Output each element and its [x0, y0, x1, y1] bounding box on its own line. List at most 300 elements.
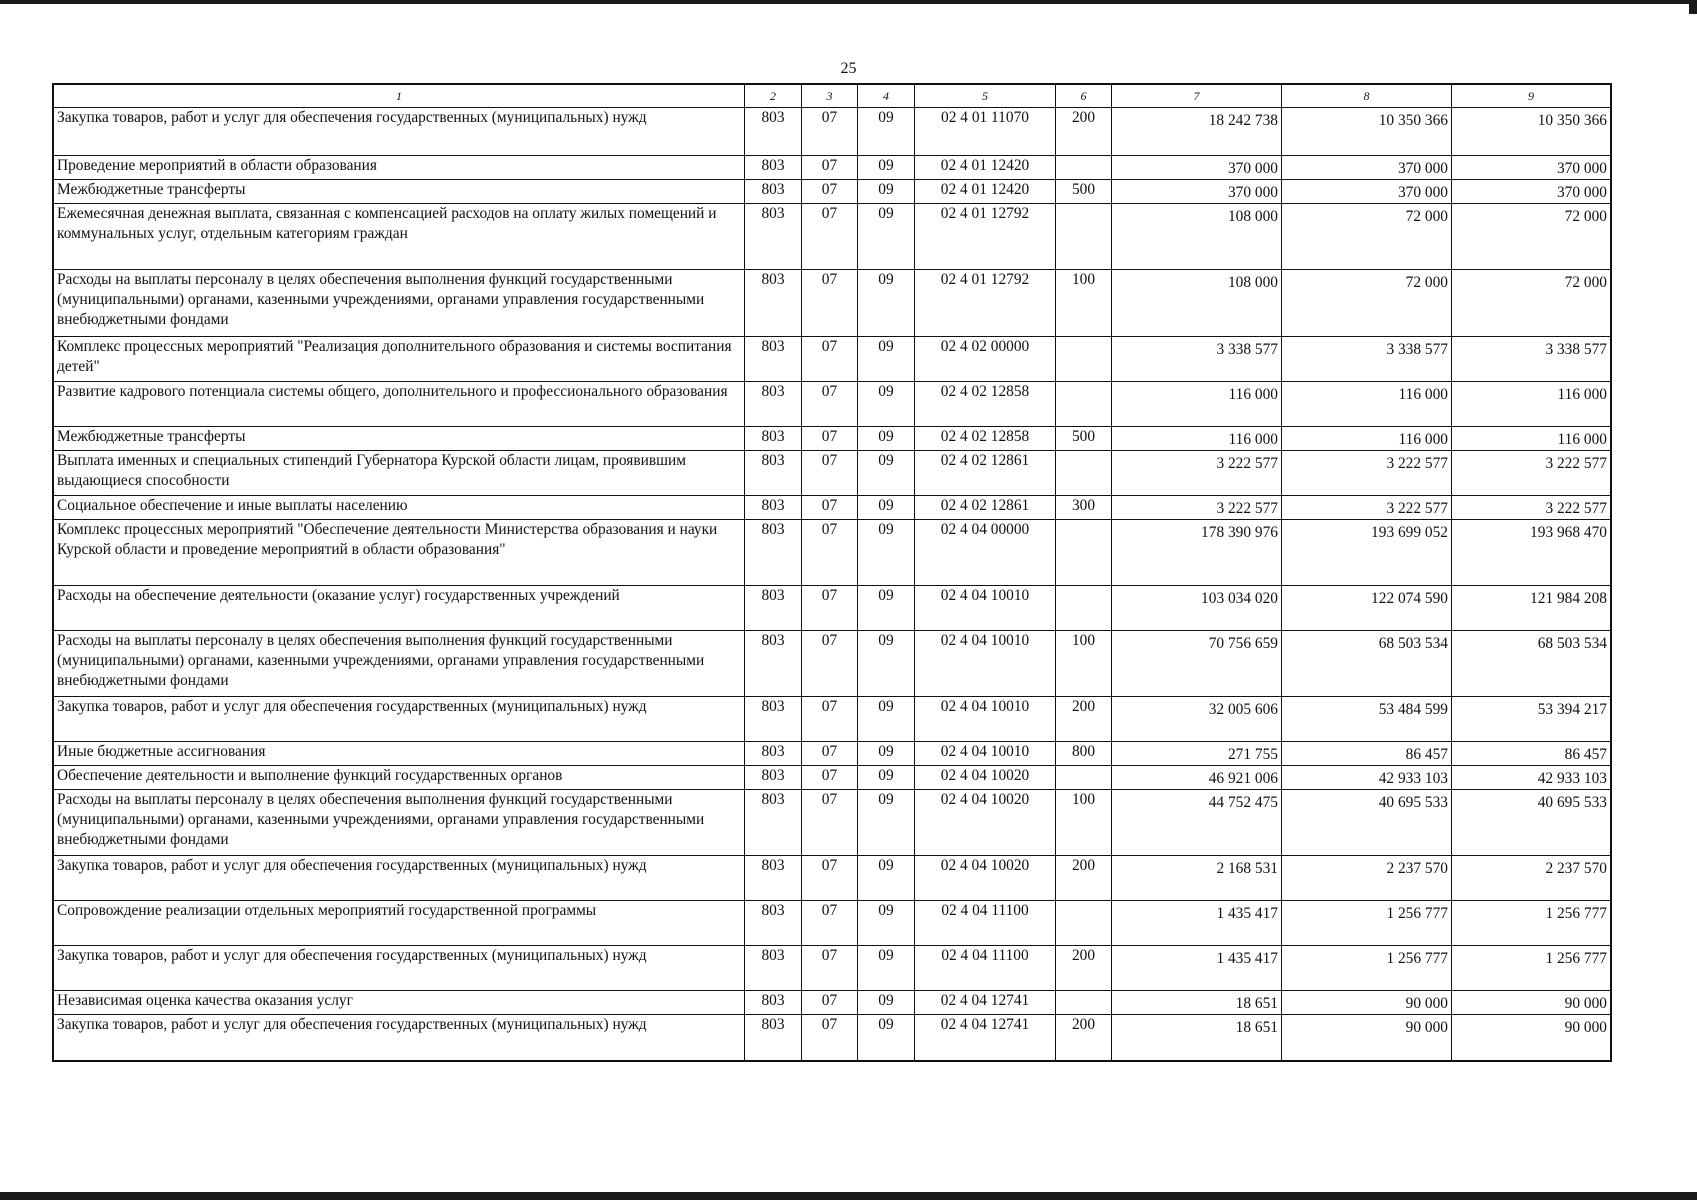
- row-ministry-code: 803: [745, 180, 802, 204]
- budget-table: [53, 84, 1611, 1061]
- col-header-1: 1: [54, 85, 745, 108]
- row-target-article: 02 4 02 12858: [915, 427, 1056, 451]
- table-row: [54, 108, 1611, 156]
- row-amount-year-3: [1452, 790, 1611, 856]
- row-subsection-code: 09: [858, 631, 915, 697]
- row-expense-type: [1056, 451, 1112, 496]
- row-name: Закупка товаров, работ и услуг для обеспечения государственных (муниципальных) нужд: [54, 697, 745, 742]
- row-section-code: 07: [802, 946, 858, 991]
- row-section-code: 07: [802, 204, 858, 270]
- row-amount-year-1: [1112, 108, 1282, 156]
- row-subsection-code: 09: [858, 790, 915, 856]
- row-amount-year-2-value: 116 000: [1398, 386, 1448, 403]
- table-row: [54, 856, 1611, 901]
- row-amount-year-2: [1282, 451, 1452, 496]
- row-amount-year-1-value: 271 755: [1227, 746, 1278, 763]
- row-section-code: 07: [802, 520, 858, 586]
- row-amount-year-1-value: 18 651: [1235, 1019, 1278, 1036]
- row-amount-year-1-value: 1 435 417: [1216, 905, 1278, 922]
- row-name: Закупка товаров, работ и услуг для обеспечения государственных (муниципальных) нужд: [54, 1015, 745, 1061]
- row-amount-year-3-value: 121 984 208: [1530, 590, 1607, 607]
- row-amount-year-3-value: 3 338 577: [1545, 341, 1607, 358]
- col-header-6: 6: [1056, 85, 1112, 108]
- row-amount-year-2-value: 90 000: [1405, 995, 1448, 1012]
- row-amount-year-1: [1112, 451, 1282, 496]
- row-amount-year-3: [1452, 496, 1611, 520]
- row-ministry-code: 803: [745, 496, 802, 520]
- row-amount-year-3: [1452, 427, 1611, 451]
- budget-table-body: [54, 85, 1611, 1061]
- row-amount-year-1: [1112, 991, 1282, 1015]
- row-amount-year-2-value: 72 000: [1405, 274, 1448, 291]
- row-amount-year-3-value: 40 695 533: [1537, 794, 1607, 811]
- row-name: Расходы на выплаты персоналу в целях обеспечения выполнения функций государственными (муниципальными) органами, казенными учреждениями, органами управления государственными внебюджетными фондами: [54, 270, 745, 337]
- row-section-code: 07: [802, 156, 858, 180]
- row-target-article: 02 4 01 12792: [915, 270, 1056, 337]
- col-header-7: 7: [1112, 85, 1282, 108]
- row-section-code: 07: [802, 991, 858, 1015]
- row-amount-year-2: [1282, 856, 1452, 901]
- row-amount-year-2-value: 3 222 577: [1386, 500, 1448, 517]
- row-target-article: 02 4 04 12741: [915, 991, 1056, 1015]
- row-amount-year-3-value: 2 237 570: [1545, 860, 1607, 877]
- row-amount-year-3-value: 116 000: [1557, 431, 1607, 448]
- table-row: [54, 156, 1611, 180]
- row-expense-type: [1056, 766, 1112, 790]
- row-name: Выплата именных и специальных стипендий Губернатора Курской области лицам, проявившим выдающиеся способности: [54, 451, 745, 496]
- row-amount-year-3-value: 90 000: [1564, 1019, 1607, 1036]
- table-row: [54, 697, 1611, 742]
- row-ministry-code: 803: [745, 901, 802, 946]
- row-amount-year-1-value: 18 651: [1235, 995, 1278, 1012]
- row-amount-year-3-value: 370 000: [1556, 184, 1607, 201]
- row-name: Межбюджетные трансферты: [54, 427, 745, 451]
- row-section-code: 07: [802, 496, 858, 520]
- table-row: [54, 631, 1611, 697]
- row-name: Расходы на выплаты персоналу в целях обеспечения выполнения функций государственными (муниципальными) органами, казенными учреждениями, органами управления государственными внебюджетными фондами: [54, 790, 745, 856]
- row-section-code: 07: [802, 856, 858, 901]
- row-subsection-code: 09: [858, 520, 915, 586]
- row-amount-year-1-value: 46 921 006: [1208, 770, 1278, 787]
- row-section-code: 07: [802, 180, 858, 204]
- row-expense-type: 200: [1056, 946, 1112, 991]
- row-expense-type: 200: [1056, 108, 1112, 156]
- row-amount-year-1: [1112, 427, 1282, 451]
- row-section-code: 07: [802, 270, 858, 337]
- row-amount-year-1-value: 116 000: [1228, 386, 1278, 403]
- row-subsection-code: 09: [858, 901, 915, 946]
- row-name: Сопровождение реализации отдельных мероприятий государственной программы: [54, 901, 745, 946]
- row-name: Комплекс процессных мероприятий "Реализация дополнительного образования и системы воспитания детей": [54, 337, 745, 382]
- row-amount-year-1-value: 3 338 577: [1216, 341, 1278, 358]
- row-amount-year-2-value: 370 000: [1397, 160, 1448, 177]
- row-subsection-code: 09: [858, 496, 915, 520]
- table-row: [54, 766, 1611, 790]
- row-amount-year-3-value: 86 457: [1564, 746, 1607, 763]
- column-number-header: [54, 85, 1611, 108]
- row-amount-year-3-value: 53 394 217: [1537, 701, 1607, 718]
- row-amount-year-1-value: 116 000: [1228, 431, 1278, 448]
- row-expense-type: [1056, 520, 1112, 586]
- row-expense-type: 200: [1056, 697, 1112, 742]
- row-target-article: 02 4 04 11100: [915, 901, 1056, 946]
- row-subsection-code: 09: [858, 270, 915, 337]
- row-amount-year-3-value: 72 000: [1564, 208, 1607, 225]
- col-header-2: 2: [745, 85, 802, 108]
- row-target-article: 02 4 04 10010: [915, 697, 1056, 742]
- row-amount-year-1: [1112, 520, 1282, 586]
- row-amount-year-2-value: 116 000: [1398, 431, 1448, 448]
- col-header-9: 9: [1452, 85, 1611, 108]
- row-name: Ежемесячная денежная выплата, связанная с компенсацией расходов на оплату жилых помещений и коммунальных услуг, отдельным категориям граждан: [54, 204, 745, 270]
- row-target-article: 02 4 01 12420: [915, 156, 1056, 180]
- row-amount-year-1: [1112, 1015, 1282, 1061]
- row-target-article: 02 4 04 10010: [915, 742, 1056, 766]
- col-header-3: 3: [802, 85, 858, 108]
- row-amount-year-2: [1282, 991, 1452, 1015]
- row-expense-type: [1056, 901, 1112, 946]
- table-row: [54, 180, 1611, 204]
- row-ministry-code: 803: [745, 270, 802, 337]
- row-ministry-code: 803: [745, 991, 802, 1015]
- row-subsection-code: 09: [858, 946, 915, 991]
- row-target-article: 02 4 01 12420: [915, 180, 1056, 204]
- row-amount-year-3-value: 72 000: [1564, 274, 1607, 291]
- row-target-article: 02 4 04 10020: [915, 766, 1056, 790]
- row-name: Расходы на выплаты персоналу в целях обеспечения выполнения функций государственными (муниципальными) органами, казенными учреждениями, органами управления государственными внебюджетными фондами: [54, 631, 745, 697]
- row-target-article: 02 4 02 12861: [915, 496, 1056, 520]
- row-amount-year-3: [1452, 180, 1611, 204]
- row-subsection-code: 09: [858, 697, 915, 742]
- row-subsection-code: 09: [858, 991, 915, 1015]
- row-subsection-code: 09: [858, 586, 915, 631]
- row-ministry-code: 803: [745, 204, 802, 270]
- row-section-code: 07: [802, 901, 858, 946]
- row-amount-year-1-value: 370 000: [1227, 160, 1278, 177]
- row-amount-year-3: [1452, 631, 1611, 697]
- row-expense-type: 500: [1056, 427, 1112, 451]
- row-amount-year-3: [1452, 270, 1611, 337]
- row-amount-year-2-value: 10 350 366: [1378, 112, 1448, 129]
- row-subsection-code: 09: [858, 156, 915, 180]
- row-name: Комплекс процессных мероприятий "Обеспечение деятельности Министерства образования и науки Курской области и проведение мероприятий в области образования": [54, 520, 745, 586]
- row-amount-year-1-value: 18 242 738: [1208, 112, 1278, 129]
- row-amount-year-1: [1112, 204, 1282, 270]
- row-subsection-code: 09: [858, 108, 915, 156]
- row-amount-year-3-value: 116 000: [1557, 386, 1607, 403]
- col-header-4: 4: [858, 85, 915, 108]
- row-subsection-code: 09: [858, 742, 915, 766]
- row-amount-year-2: [1282, 496, 1452, 520]
- row-target-article: 02 4 04 11100: [915, 946, 1056, 991]
- table-row: [54, 901, 1611, 946]
- row-amount-year-3: [1452, 108, 1611, 156]
- row-amount-year-1-value: 1 435 417: [1216, 950, 1278, 967]
- row-expense-type: 100: [1056, 270, 1112, 337]
- row-ministry-code: 803: [745, 451, 802, 496]
- row-name: Закупка товаров, работ и услуг для обеспечения государственных (муниципальных) нужд: [54, 856, 745, 901]
- row-amount-year-2-value: 90 000: [1405, 1019, 1448, 1036]
- page-number: 25: [840, 60, 857, 77]
- row-amount-year-2: [1282, 946, 1452, 991]
- row-expense-type: 200: [1056, 1015, 1112, 1061]
- row-amount-year-2: [1282, 337, 1452, 382]
- row-name: Независимая оценка качества оказания услуг: [54, 991, 745, 1015]
- row-name: Закупка товаров, работ и услуг для обеспечения государственных (муниципальных) нужд: [54, 108, 745, 156]
- row-subsection-code: 09: [858, 451, 915, 496]
- row-name: Социальное обеспечение и иные выплаты населению: [54, 496, 745, 520]
- row-amount-year-2-value: 122 074 590: [1371, 590, 1448, 607]
- row-amount-year-1-value: 108 000: [1227, 208, 1278, 225]
- row-amount-year-3-value: 3 222 577: [1545, 455, 1607, 472]
- row-name: Расходы на обеспечение деятельности (оказание услуг) государственных учреждений: [54, 586, 745, 631]
- row-amount-year-1-value: 2 168 531: [1216, 860, 1278, 877]
- table-row: [54, 520, 1611, 586]
- row-amount-year-1: [1112, 742, 1282, 766]
- row-amount-year-2-value: 193 699 052: [1371, 524, 1448, 541]
- row-amount-year-2-value: 53 484 599: [1378, 701, 1448, 718]
- row-amount-year-1: [1112, 382, 1282, 427]
- row-amount-year-2: [1282, 790, 1452, 856]
- row-amount-year-3: [1452, 766, 1611, 790]
- row-ministry-code: 803: [745, 156, 802, 180]
- row-subsection-code: 09: [858, 766, 915, 790]
- row-amount-year-3: [1452, 1015, 1611, 1061]
- row-ministry-code: 803: [745, 586, 802, 631]
- row-expense-type: 100: [1056, 631, 1112, 697]
- row-section-code: 07: [802, 790, 858, 856]
- row-expense-type: 300: [1056, 496, 1112, 520]
- col-header-5: 5: [915, 85, 1056, 108]
- row-section-code: 07: [802, 766, 858, 790]
- row-amount-year-1: [1112, 697, 1282, 742]
- row-section-code: 07: [802, 697, 858, 742]
- row-target-article: 02 4 04 10010: [915, 586, 1056, 631]
- row-amount-year-2: [1282, 270, 1452, 337]
- table-row: [54, 427, 1611, 451]
- row-amount-year-2: [1282, 631, 1452, 697]
- table-row: [54, 337, 1611, 382]
- row-amount-year-3: [1452, 520, 1611, 586]
- row-amount-year-2-value: 1 256 777: [1386, 950, 1448, 967]
- row-amount-year-3: [1452, 991, 1611, 1015]
- row-ministry-code: 803: [745, 427, 802, 451]
- row-amount-year-3: [1452, 901, 1611, 946]
- table-row: [54, 270, 1611, 337]
- row-section-code: 07: [802, 337, 858, 382]
- table-row: [54, 204, 1611, 270]
- row-amount-year-2-value: 72 000: [1405, 208, 1448, 225]
- row-amount-year-3: [1452, 204, 1611, 270]
- row-amount-year-2-value: 1 256 777: [1386, 905, 1448, 922]
- row-amount-year-2-value: 370 000: [1397, 184, 1448, 201]
- row-amount-year-3: [1452, 697, 1611, 742]
- row-amount-year-1: [1112, 270, 1282, 337]
- table-row: [54, 586, 1611, 631]
- row-amount-year-1: [1112, 901, 1282, 946]
- row-amount-year-3-value: 1 256 777: [1545, 905, 1607, 922]
- row-target-article: 02 4 02 00000: [915, 337, 1056, 382]
- row-amount-year-3-value: 68 503 534: [1537, 635, 1607, 652]
- row-amount-year-3: [1452, 337, 1611, 382]
- row-ministry-code: 803: [745, 946, 802, 991]
- row-section-code: 07: [802, 427, 858, 451]
- row-expense-type: 800: [1056, 742, 1112, 766]
- row-amount-year-2: [1282, 766, 1452, 790]
- row-amount-year-1-value: 32 005 606: [1208, 701, 1278, 718]
- row-section-code: 07: [802, 451, 858, 496]
- row-subsection-code: 09: [858, 1015, 915, 1061]
- row-target-article: 02 4 04 10020: [915, 790, 1056, 856]
- row-ministry-code: 803: [745, 108, 802, 156]
- scan-edge-bottom: [0, 1192, 1697, 1200]
- row-name: Обеспечение деятельности и выполнение функций государственных органов: [54, 766, 745, 790]
- row-amount-year-1: [1112, 790, 1282, 856]
- row-amount-year-1-value: 70 756 659: [1208, 635, 1278, 652]
- row-amount-year-3-value: 193 968 470: [1530, 524, 1607, 541]
- row-subsection-code: 09: [858, 180, 915, 204]
- row-amount-year-1: [1112, 586, 1282, 631]
- row-amount-year-3: [1452, 382, 1611, 427]
- scan-edge-corner: [1689, 0, 1697, 14]
- row-amount-year-1: [1112, 946, 1282, 991]
- row-amount-year-2-value: 2 237 570: [1386, 860, 1448, 877]
- row-ministry-code: 803: [745, 382, 802, 427]
- row-amount-year-3: [1452, 451, 1611, 496]
- row-expense-type: [1056, 337, 1112, 382]
- row-amount-year-2: [1282, 427, 1452, 451]
- row-ministry-code: 803: [745, 337, 802, 382]
- row-target-article: 02 4 02 12861: [915, 451, 1056, 496]
- row-target-article: 02 4 01 11070: [915, 108, 1056, 156]
- row-ministry-code: 803: [745, 631, 802, 697]
- row-amount-year-1: [1112, 156, 1282, 180]
- row-amount-year-1: [1112, 496, 1282, 520]
- table-row: [54, 382, 1611, 427]
- row-expense-type: [1056, 204, 1112, 270]
- row-amount-year-1: [1112, 766, 1282, 790]
- row-section-code: 07: [802, 631, 858, 697]
- row-amount-year-3: [1452, 946, 1611, 991]
- row-name: Закупка товаров, работ и услуг для обеспечения государственных (муниципальных) нужд: [54, 946, 745, 991]
- row-amount-year-2-value: 3 222 577: [1386, 455, 1448, 472]
- row-amount-year-2: [1282, 204, 1452, 270]
- row-amount-year-1-value: 103 034 020: [1201, 590, 1278, 607]
- row-amount-year-3-value: 90 000: [1564, 995, 1607, 1012]
- row-section-code: 07: [802, 382, 858, 427]
- row-amount-year-3-value: 3 222 577: [1545, 500, 1607, 517]
- row-amount-year-1: [1112, 631, 1282, 697]
- row-amount-year-2: [1282, 180, 1452, 204]
- row-name: Межбюджетные трансферты: [54, 180, 745, 204]
- row-amount-year-3-value: 370 000: [1556, 160, 1607, 177]
- row-amount-year-2: [1282, 108, 1452, 156]
- row-amount-year-3: [1452, 742, 1611, 766]
- col-header-8: 8: [1282, 85, 1452, 108]
- row-subsection-code: 09: [858, 856, 915, 901]
- table-row: [54, 496, 1611, 520]
- table-row: [54, 790, 1611, 856]
- row-amount-year-2-value: 68 503 534: [1378, 635, 1448, 652]
- row-expense-type: 100: [1056, 790, 1112, 856]
- row-amount-year-1-value: 178 390 976: [1201, 524, 1278, 541]
- row-target-article: 02 4 04 12741: [915, 1015, 1056, 1061]
- row-expense-type: 500: [1056, 180, 1112, 204]
- row-amount-year-2: [1282, 382, 1452, 427]
- table-row: [54, 991, 1611, 1015]
- row-expense-type: [1056, 156, 1112, 180]
- row-amount-year-2: [1282, 1015, 1452, 1061]
- row-amount-year-2: [1282, 520, 1452, 586]
- row-amount-year-1: [1112, 180, 1282, 204]
- row-ministry-code: 803: [745, 697, 802, 742]
- row-section-code: 07: [802, 586, 858, 631]
- row-amount-year-1-value: 3 222 577: [1216, 455, 1278, 472]
- row-subsection-code: 09: [858, 204, 915, 270]
- row-amount-year-1: [1112, 856, 1282, 901]
- row-amount-year-2: [1282, 901, 1452, 946]
- row-amount-year-3-value: 42 933 103: [1537, 770, 1607, 787]
- row-section-code: 07: [802, 108, 858, 156]
- row-target-article: 02 4 01 12792: [915, 204, 1056, 270]
- row-ministry-code: 803: [745, 766, 802, 790]
- row-expense-type: [1056, 382, 1112, 427]
- row-amount-year-1-value: 3 222 577: [1216, 500, 1278, 517]
- row-amount-year-3: [1452, 156, 1611, 180]
- row-amount-year-2: [1282, 586, 1452, 631]
- row-name: Развитие кадрового потенциала системы общего, дополнительного и профессионального образования: [54, 382, 745, 427]
- row-amount-year-3: [1452, 586, 1611, 631]
- table-row: [54, 946, 1611, 991]
- row-amount-year-2-value: 42 933 103: [1378, 770, 1448, 787]
- table-row: [54, 742, 1611, 766]
- row-amount-year-1: [1112, 337, 1282, 382]
- row-subsection-code: 09: [858, 337, 915, 382]
- row-amount-year-2-value: 3 338 577: [1386, 341, 1448, 358]
- table-row: [54, 1015, 1611, 1061]
- row-target-article: 02 4 04 10010: [915, 631, 1056, 697]
- row-ministry-code: 803: [745, 856, 802, 901]
- row-expense-type: [1056, 991, 1112, 1015]
- row-amount-year-2: [1282, 742, 1452, 766]
- row-section-code: 07: [802, 1015, 858, 1061]
- row-amount-year-3-value: 1 256 777: [1545, 950, 1607, 967]
- row-ministry-code: 803: [745, 1015, 802, 1061]
- row-target-article: 02 4 04 00000: [915, 520, 1056, 586]
- row-amount-year-2: [1282, 156, 1452, 180]
- row-amount-year-2-value: 40 695 533: [1378, 794, 1448, 811]
- row-amount-year-1-value: 44 752 475: [1208, 794, 1278, 811]
- row-amount-year-1-value: 108 000: [1227, 274, 1278, 291]
- row-amount-year-3-value: 10 350 366: [1537, 112, 1607, 129]
- row-expense-type: [1056, 586, 1112, 631]
- row-ministry-code: 803: [745, 742, 802, 766]
- row-ministry-code: 803: [745, 520, 802, 586]
- row-amount-year-2: [1282, 697, 1452, 742]
- row-amount-year-1-value: 370 000: [1227, 184, 1278, 201]
- scan-edge-top: [0, 0, 1697, 4]
- row-name: Иные бюджетные ассигнования: [54, 742, 745, 766]
- row-name: Проведение мероприятий в области образования: [54, 156, 745, 180]
- row-subsection-code: 09: [858, 427, 915, 451]
- row-subsection-code: 09: [858, 382, 915, 427]
- table-row: [54, 451, 1611, 496]
- row-target-article: 02 4 02 12858: [915, 382, 1056, 427]
- row-section-code: 07: [802, 742, 858, 766]
- row-amount-year-2-value: 86 457: [1405, 746, 1448, 763]
- row-amount-year-3: [1452, 856, 1611, 901]
- row-target-article: 02 4 04 10020: [915, 856, 1056, 901]
